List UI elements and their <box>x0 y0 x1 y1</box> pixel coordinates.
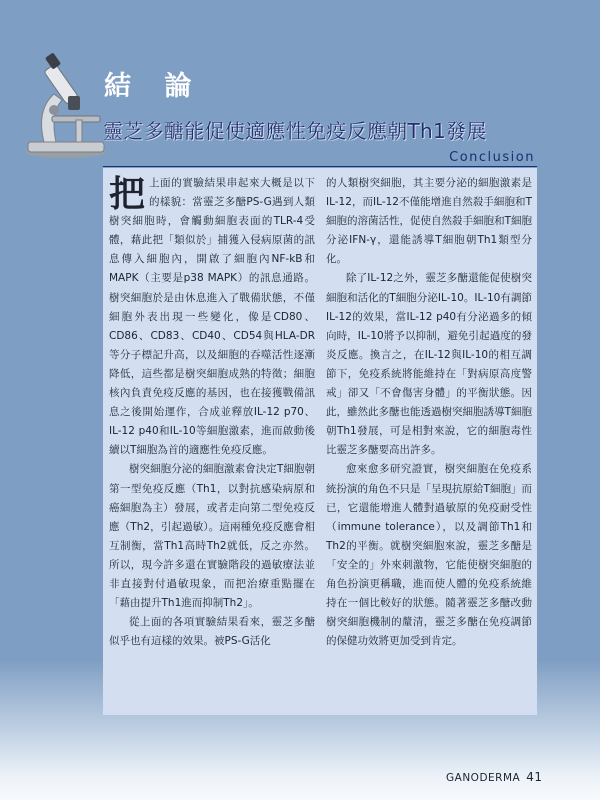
article-column-left <box>109 174 315 651</box>
drop-cap: 把 <box>109 173 146 215</box>
section-label: Conclusion <box>449 150 535 165</box>
magazine-name: GANODERMA <box>446 772 521 784</box>
page-footer <box>446 770 542 784</box>
paragraph <box>109 174 315 460</box>
page-title: 靈芝多醣能促使適應性免疫反應朝Th1發展 <box>103 119 487 143</box>
page-number: 41 <box>526 770 543 784</box>
paragraph: 除了IL-12之外，靈芝多醣還能促使樹突細胞和活化的T細胞分泌IL-10。IL-10有調節IL-12的效果，當IL-12 p40有分泌過多的傾向時，IL-10將予以抑制，避免引起過度的發炎反應。換言之，在IL-12與IL-10的相互調節下，免疫系統將能維持在「對病原高度警戒」卻又「不會傷害身體」的平衡狀態。因此，雖然此多醣也能透過樹突細胞誘導T細胞朝Th1發展，可是相對來說，它的細胞毒性比靈芝多醣要高出許多。 <box>326 272 532 457</box>
section-title: 結 論 <box>104 71 204 102</box>
paragraph: 樹突細胞分泌的細胞激素會決定T細胞朝第一型免疫反應（Th1，以對抗感染病原和癌細胞為主）發展，或者走向第二型免疫反應（Th2，引起過敏）。這兩種免疫反應會相互制衡，當Th1高時Th2就低，反之亦然。所以，現今許多還在實驗階段的過敏療法並非直接對付過敏現象，而把治療重點擺在「藉由提升Th1進而抑制Th2」。 <box>109 463 315 610</box>
article-column-right <box>326 174 532 651</box>
paragraph: 的人類樹突細胞，其主要分泌的細胞激素是IL-12，而IL-12不僅能增進自然殺手細胞和T細胞的溶菌活性，促使自然殺手細胞和T細胞分泌IFN-γ，還能誘導T細胞朝Th1類型分化。 <box>326 177 532 266</box>
paragraph: 從上面的各項實驗結果看來，靈芝多醣似乎也有這樣的效果。被PS-G活化 <box>109 616 315 648</box>
paragraph-text: 上面的實驗結果串起來大概是以下的樣貌：當靈芝多醣PS-G遇到人類樹突細胞時，會觸動細胞表面的TLR-4受體，藉此把「類似於」捕獲入侵病原菌的訊息傳入細胞內，開啟了細胞內NF-kB和MAPK（主要是p38 MAPK）的訊息通路。樹突細胞於是由休息進入了戰備狀態，不僅細胞外表出現一些變化，像是CD80、CD86、CD83、CD40、CD54與HLA-DR等分子標記升高，以及細胞的吞噬活性逐漸降低，這些都是樹突細胞成熟的特徵；細胞核內負責免疫反應的基因，也在接獲戰備訊息之後開始運作，合成並釋放IL-12 p70、IL-12 p40和IL-10等細胞激素，進而啟動後續以T細胞為首的適應性免疫反應。 <box>109 177 315 457</box>
article-text-box <box>103 168 537 715</box>
microscope-icon <box>14 50 114 160</box>
title-divider <box>103 166 537 167</box>
paragraph: 愈來愈多研究證實，樹突細胞在免疫系統扮演的角色不只是「呈現抗原給T細胞」而已，它還能增進人體對過敏原的免疫耐受性（immune tolerance），以及調節Th1和Th2的平衡。就樹突細胞來說，靈芝多醣是「安全的」外來刺激物，它能使樹突細胞的角色扮演更稱職，進而使人體的免疫系統維持在一個比較好的狀態。隨著靈芝多醣改動樹突細胞機制的釐清，靈芝多醣在免疫調節的保健功效將更加受到肯定。 <box>326 463 532 648</box>
